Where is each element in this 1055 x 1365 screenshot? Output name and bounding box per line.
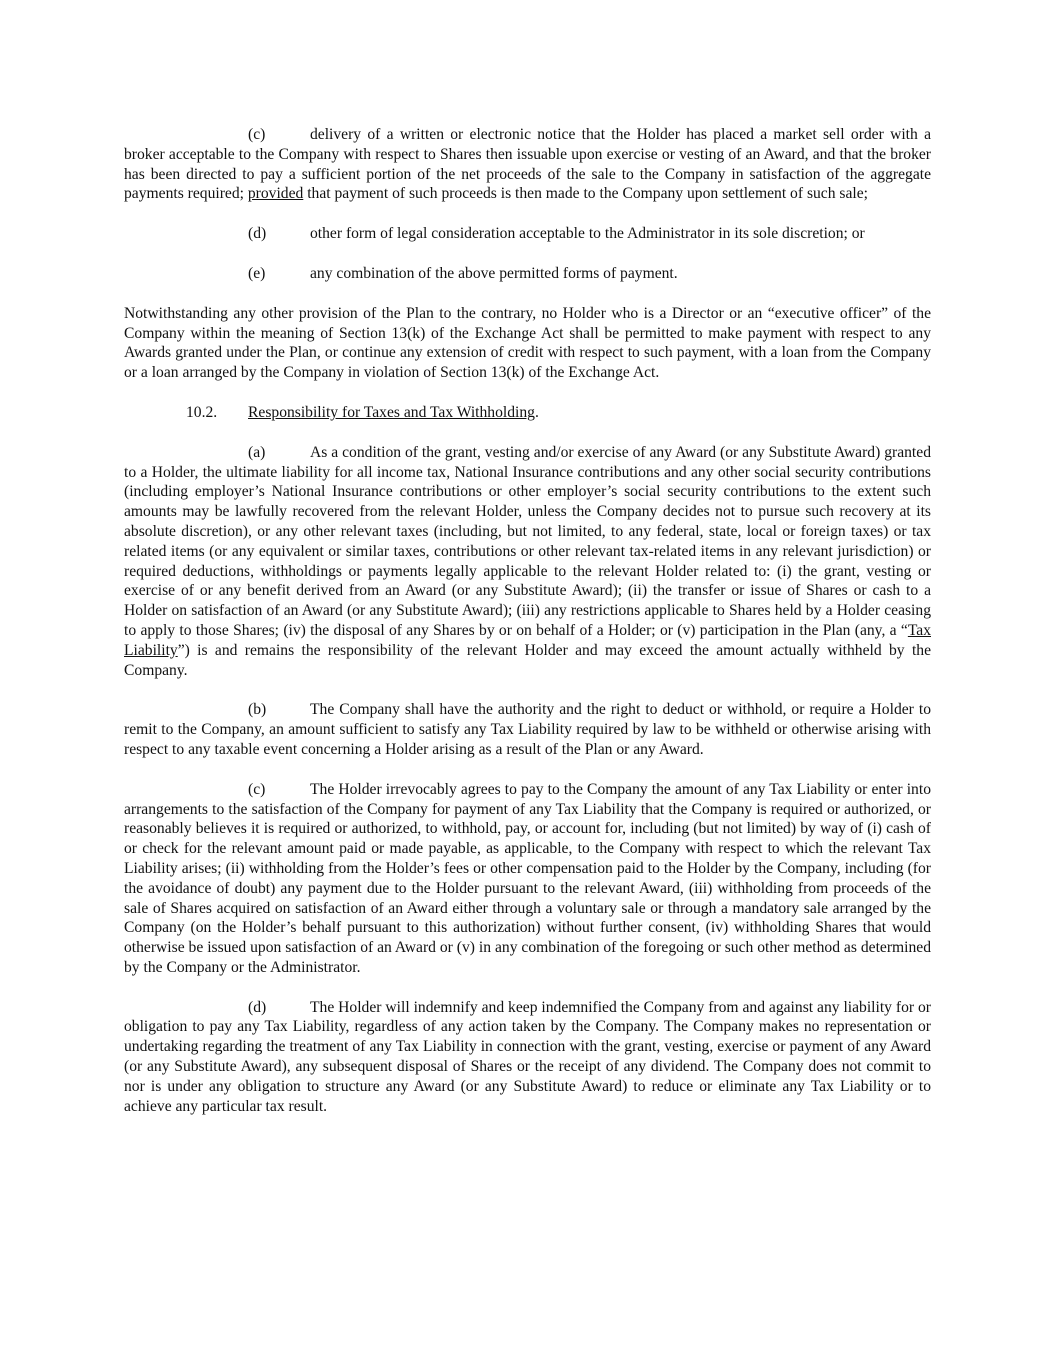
section-title-suffix: .: [534, 403, 539, 421]
paragraph-text: The Holder will indemnify and keep indemnified the Company from and against any liability for or obligation to pay any Tax Liability, regardless of any action taken by the Company. The Company makes no representation or undertaking regarding the treatment of any Tax Liability in connection with the grant, vesting, exercise or payment of any Award (or any Substitute Award), any subsequent disposal of Shares or the receipt of any dividend. The Company does not commit to nor is under any obligation to structure any Award (or any Substitute Award) to reduce or eliminate any Tax Liability or to achieve any particular tax result.: [124, 998, 931, 1115]
section-number: 10.2.: [186, 403, 218, 421]
paragraph-text: The Holder irrevocably agrees to pay to the Company the amount of any Tax Liability or enter into arrangements to the satisfaction of the Company for payment of any Tax Liability that the Company is required or authorized, or reasonably believes it is required or authorized, to withhold, pay, or account for, including (but not limited) by way of (i) cash of or check for the relevant amount paid or made payable, as applicable, to the Company with respect to which the relevant Tax Liability arises; (ii) withholding from the Holder’s fees or other compensation paid to the Holder by the Company, including (for the avoidance of doubt) any payment due to the Holder pursuant to the relevant Award, (iii) withholding from proceeds of the sale of Shares acquired on satisfaction of an Award either through a voluntary sale or through a mandatory sale arranged by the Company (on the Holder’s behalf pursuant to this authorization) without further consent, (iv) withholding Shares that would otherwise be issued upon satisfaction of an Award or (v) in any combination of the foregoing or such other method as determined by the Company or the Administrator.: [124, 780, 931, 976]
paragraph-c-delivery: [124, 125, 931, 204]
paragraph-label: (d): [248, 225, 267, 243]
paragraph-text: other form of legal consideration acceptable to the Administrator in its sole discretion; or: [310, 225, 865, 243]
paragraph-label: (a): [248, 443, 266, 461]
paragraph-text: ”) is and remains the responsibility of the relevant Holder and may exceed the amount actually withheld by the Company.: [124, 641, 931, 679]
paragraph-tax-a: [124, 443, 931, 681]
section-heading-10-2: [124, 403, 931, 423]
paragraph-label: (c): [248, 780, 266, 798]
paragraph-label: (e): [248, 264, 266, 282]
paragraph-tax-c: [124, 780, 931, 978]
paragraph-label: (c): [248, 126, 266, 143]
defined-term-tax-liability: Tax Liability: [124, 621, 931, 659]
paragraph-label: (b): [248, 701, 267, 719]
paragraph-text: delivery of a written or electronic notice that the Holder has placed a market sell order with a broker acceptable to the Company with respect to Shares then issuable upon exercise or vesting of an Award, and that the broker has been directed to pay a sufficient portion of the net proceeds of the sale to the Company in satisfaction of the aggregate payments required;: [124, 126, 931, 203]
paragraph-text: Notwithstanding any other provision of the Plan to the contrary, no Holder who is a Director or an “executive officer” of the Company within the meaning of Section 13(k) of the Exchange Act shall be permitted to make payment with respect to any Awards granted under the Plan, or continue any extension of credit with respect to such payment, with a loan from the Company or a loan arranged by the Company in violation of Section 13(k) of the Exchange Act.: [124, 304, 931, 382]
paragraph-text: The Company shall have the authority and the right to deduct or withhold, or require a Holder to remit to the Company, an amount sufficient to satisfy any Tax Liability required by law to be withheld or otherwise arising with respect to any taxable event concerning a Holder arising as a result of the Plan or any Award.: [124, 701, 931, 758]
document-page: [124, 125, 931, 1116]
paragraph-notwithstanding: [124, 304, 931, 383]
section-title: Responsibility for Taxes and Tax Withholding: [248, 403, 535, 421]
paragraph-tax-b: [124, 700, 931, 759]
paragraph-d-other: [124, 224, 931, 244]
paragraph-text: As a condition of the grant, vesting and/or exercise of any Award (or any Substitute Award) granted to a Holder, the ultimate liability for all income tax, National Insurance contributions and any other social security contributions (including employer’s National Insurance contributions or other employer’s social security contributions to the extent such amounts may be lawfully recovered from the relevant Holder, unless the Company decides not to pursue such recovery at its absolute discretion), or any other relevant taxes (including, but not limited, to any federal, state, local or foreign taxes) or tax related items (or any equivalent or similar taxes, contributions or other relevant tax-related items in any relevant jurisdiction) or required deductions, withholdings or payments legally applicable to the relevant Holder related to: (i) the grant, vesting or exercise of or any benefit derived from an Award (or any Substitute Award); (ii) the transfer or issue of Shares or cash to a Holder on satisfaction of an Award (or any Substitute Award); (iii) any restrictions applicable to Shares held by a Holder ceasing to apply to those Shares; (iv) the disposal of any Shares by or on behalf of a Holder; or (v) participation in the Plan (any, a “: [124, 443, 931, 639]
paragraph-tax-d: [124, 998, 931, 1117]
paragraph-e-combination: [124, 264, 931, 284]
paragraph-text: any combination of the above permitted forms of payment.: [310, 264, 678, 282]
paragraph-text: that payment of such proceeds is then made to the Company upon settlement of such sale;: [303, 185, 868, 203]
underlined-term-provided: provided: [247, 185, 304, 203]
paragraph-label: (d): [248, 998, 267, 1016]
